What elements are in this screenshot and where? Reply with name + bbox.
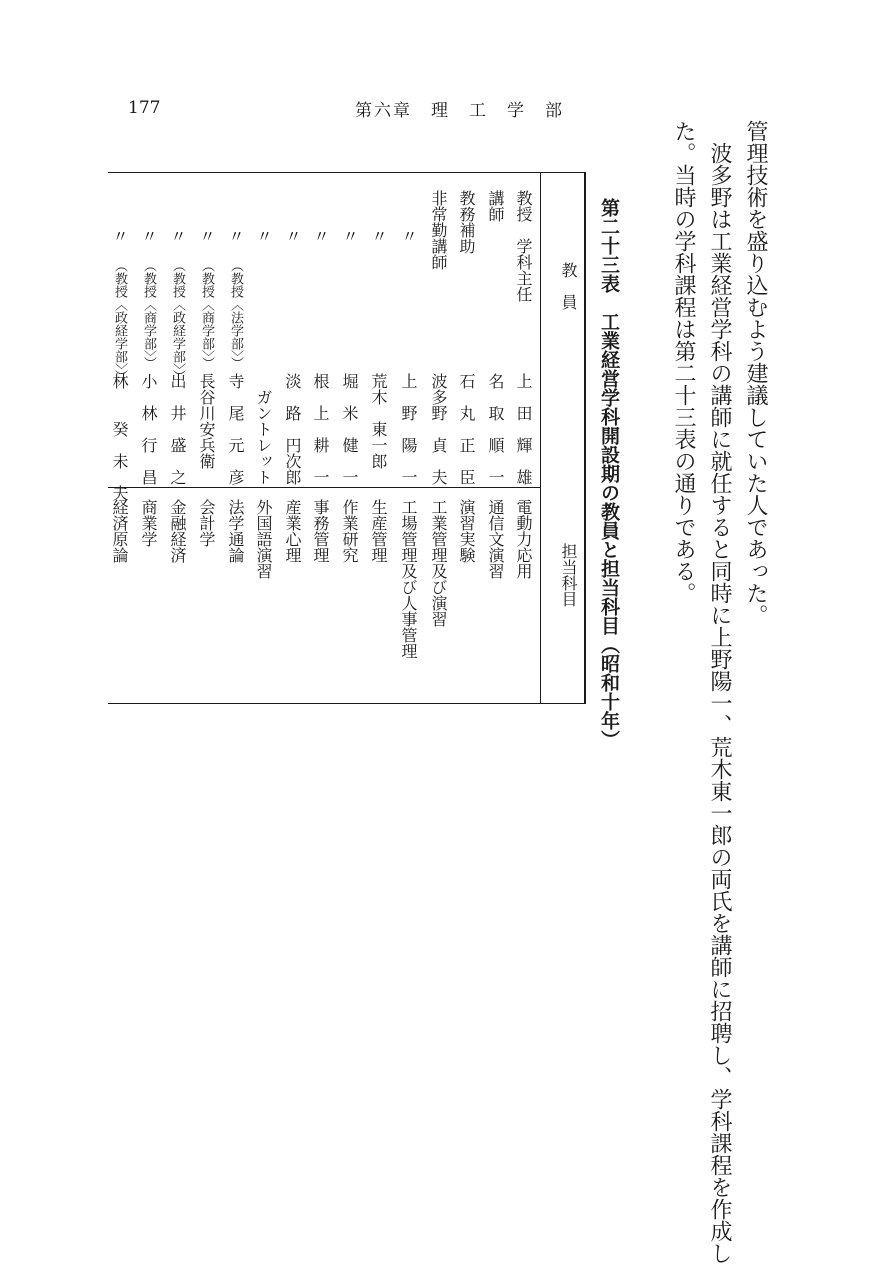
row-7-rank: 〃 (340, 228, 359, 244)
row-13-affiliation: （教授〈政経学部〉） (170, 259, 185, 383)
row-7-name: 堀 米 健 一 (340, 373, 359, 485)
table-rule-column (108, 487, 540, 488)
row-3-name: 石 丸 正 臣 (457, 373, 476, 485)
row-4-subject: 工業管理及び演習 (429, 499, 448, 627)
body-line-3: た。当時の学科課程は第二十三表の通りである。 (671, 120, 696, 604)
row-13-subject: 金融経済 (168, 499, 187, 563)
row-3-subject: 演習実験 (457, 499, 476, 563)
body-line-1: 管理技術を盛り込むよう建議していた人であった。 (743, 120, 768, 626)
row-8-rank: 〃 (311, 228, 330, 244)
page-number: 177 (128, 98, 161, 118)
row-4-rank: 非常勤講師 (429, 190, 448, 270)
row-6-rank: 〃 (369, 228, 388, 244)
body-line-2: 波多野は工業経営学科の講師に就任すると同時に上野陽一、荒木東一郎の両氏を講師に招聘し、学科課程を作成し (707, 120, 732, 1264)
row-8-subject: 事務管理 (311, 499, 330, 563)
row-1-name: 上 田 輝 雄 (514, 373, 533, 485)
row-11-rank: 〃 (226, 228, 245, 244)
row-2-subject: 通信文演習 (486, 499, 505, 579)
row-15-rank: 〃 (110, 228, 129, 244)
row-9-subject: 産業心理 (283, 499, 302, 563)
row-10-rank: 〃 (254, 228, 273, 244)
row-12-affiliation: （教授〈商学部〉） (199, 259, 214, 370)
row-4-name: 波多野 貞 夫 (429, 373, 448, 485)
column-header-subject: 担当科目 (559, 543, 578, 607)
table-rule-top (108, 172, 586, 173)
row-13-name: 出 井 盛 之 (168, 373, 187, 485)
row-8-name: 根 上 耕 一 (311, 373, 330, 485)
row-7-subject: 作業研究 (340, 499, 359, 563)
row-11-affiliation: （教授〈法学部〉） (228, 259, 243, 370)
row-10-name: ガントレット (254, 389, 273, 485)
row-9-rank: 〃 (283, 228, 302, 244)
column-header-staff: 教 員 (559, 262, 578, 310)
row-15-subject: 経済原論 (110, 499, 129, 563)
row-14-affiliation: （教授〈商学部〉） (141, 259, 156, 370)
row-1-subject: 電動力応用 (514, 499, 533, 579)
row-14-subject: 商業学 (139, 499, 158, 547)
row-5-name: 上 野 陽 一 (399, 373, 418, 485)
row-5-subject: 工場管理及び人事管理 (399, 499, 418, 659)
row-1-rank: 教授 学科主任 (514, 190, 533, 302)
row-6-name: 荒木 東一郎 (369, 373, 388, 469)
row-13-rank: 〃 (168, 228, 187, 244)
row-11-subject: 法学通論 (226, 499, 245, 563)
table-rule-bottom (108, 703, 586, 704)
row-10-subject: 外国語演習 (254, 499, 273, 579)
table-rule-right (584, 172, 586, 704)
row-15-name: 林 癸 未 夫 (110, 373, 129, 501)
table-title: 第二十三表 工業経営学科開設期の教員と担当科目（昭和十年） (598, 198, 620, 749)
row-12-rank: 〃 (197, 228, 216, 244)
row-2-name: 名 取 順 一 (486, 373, 505, 485)
row-12-name: 長谷川安兵衛 (197, 373, 216, 469)
row-6-subject: 生産管理 (369, 499, 388, 563)
row-14-rank: 〃 (139, 228, 158, 244)
table-rule-header (540, 172, 541, 704)
row-3-rank: 教務補助 (457, 190, 476, 254)
row-11-name: 寺 尾 元 彦 (226, 373, 245, 485)
row-2-rank: 講師 (486, 190, 505, 222)
row-5-rank: 〃 (399, 228, 418, 244)
row-14-name: 小 林 行 昌 (139, 373, 158, 485)
row-15-affiliation: （教授〈政経学部〉） (112, 259, 127, 383)
row-9-name: 淡 路 円次郎 (283, 373, 302, 485)
row-12-subject: 会計学 (197, 499, 216, 547)
chapter-header: 第六章 理 工 学 部 (355, 101, 564, 121)
